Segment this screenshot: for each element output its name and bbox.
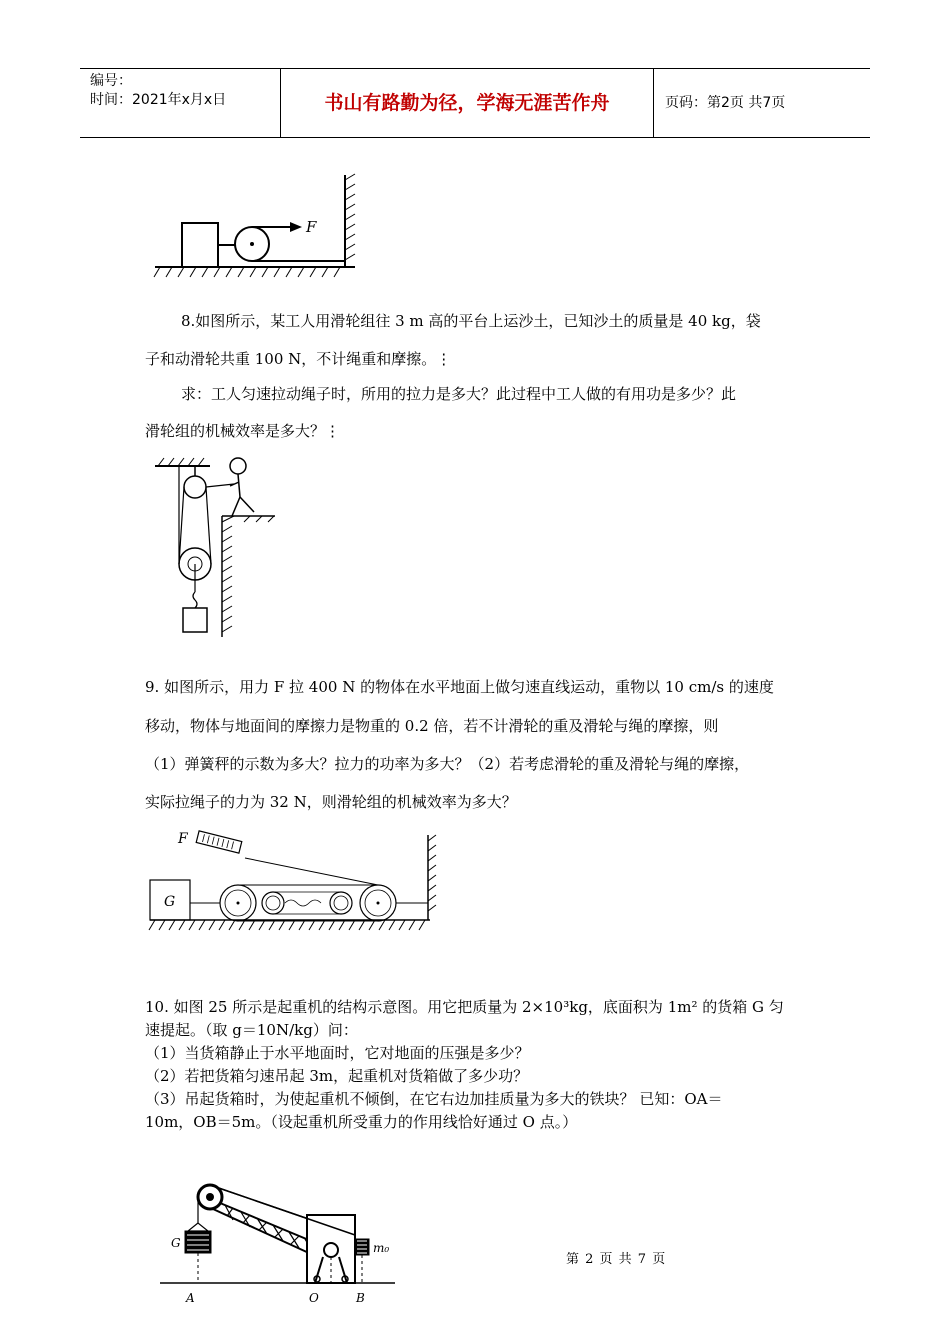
figure-crane: [155, 1175, 405, 1305]
force-label-f2: F: [178, 831, 188, 847]
header-meta: [80, 69, 281, 137]
page-header: [80, 68, 870, 138]
q10-line3: （1）当货箱静止于水平地面时，它对地面的压强是多少？: [145, 1044, 530, 1062]
q8-line3: 求：工人匀速拉动绳子时，所用的拉力是多大？此过程中工人做的有用功是多少？此: [181, 385, 737, 403]
q8-line2: 子和动滑轮共重 100 N，不计绳重和摩擦。⋮: [145, 350, 452, 368]
q10-text: [145, 996, 815, 1134]
point-label-b: B: [356, 1291, 365, 1305]
page-footer: 第 2 页 共 7 页: [566, 1252, 667, 1267]
header-page: 页码：第2页 共7页: [665, 95, 786, 111]
doc-time: 时间：2021年x月x日: [90, 92, 227, 108]
point-label-a: A: [186, 1291, 195, 1305]
q9-line2: 移动，物体与地面间的摩擦力是物重的 0.2 倍，若不计滑轮的重及滑轮与绳的摩擦，则: [145, 717, 719, 735]
figure-worker-pulley: [150, 452, 285, 642]
q10-line2: 速提起。（取 g＝10N/kg）问：: [145, 1021, 358, 1039]
q10-line1: 10. 如图 25 所示是起重机的结构示意图。用它把质量为 2×10³kg，底面积为 1m² 的货箱 G 匀: [145, 998, 784, 1016]
figure-horizontal-pulleys: [145, 825, 445, 940]
figure-block-pulley: [150, 170, 370, 285]
header-motto: 书山有路勤为径，学海无涯苦作舟: [281, 69, 654, 137]
doc-number: 编号：: [90, 73, 132, 89]
crane-label-g: G: [171, 1236, 181, 1250]
weight-label-g: G: [164, 894, 176, 910]
q10-line6: 10m，OB＝5m。（设起重机所受重力的作用线恰好通过 O 点。）: [145, 1113, 578, 1131]
q8-line1: 8.如图所示，某工人用滑轮组往 3 m 高的平台上运沙土，已知沙土的质量是 40 kg，袋: [181, 312, 761, 330]
point-label-o: O: [309, 1291, 319, 1305]
q10-line5: （3）吊起货箱时，为使起重机不倾倒，在它右边加挂质量为多大的铁块？ 已知：OA＝: [145, 1090, 723, 1108]
q9-line4: 实际拉绳子的力为 32 N，则滑轮组的机械效率为多大？: [145, 793, 517, 811]
q9-line3: （1）弹簧秤的示数为多大？拉力的功率为多大？（2）若考虑滑轮的重及滑轮与绳的摩擦，: [145, 755, 750, 773]
q9-line1: 9. 如图所示，用力 F 拉 400 N 的物体在水平地面上做匀速直线运动，重物以 10 cm/s 的速度: [145, 678, 774, 696]
force-label-f: F: [306, 218, 317, 236]
q10-line4: （2）若把货箱匀速吊起 3m，起重机对货箱做了多少功？: [145, 1067, 529, 1085]
q8-line4: 滑轮组的机械效率是多大？⋮: [145, 422, 341, 440]
mass-label-m0: m₀: [373, 1241, 390, 1255]
